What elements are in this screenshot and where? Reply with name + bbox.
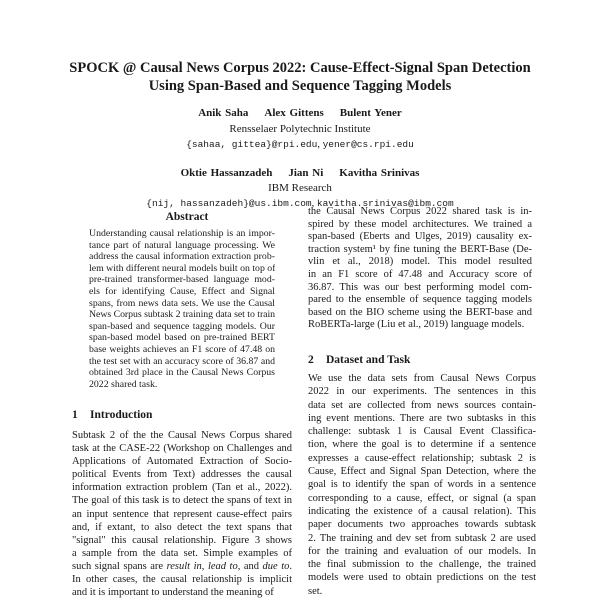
text-line: base weights achieves an F1 score of 47.48 on	[89, 343, 275, 355]
email: {sahaa, gittea}@rpi.edu	[186, 139, 318, 150]
section-heading-introduction	[72, 408, 152, 422]
email-rpi	[0, 138, 600, 152]
institution-rpi: Rensselaer Polytechnic Institute	[229, 123, 371, 135]
author-name: Bulent Yener	[339, 107, 402, 119]
text-segment: such signal spans are	[72, 560, 167, 572]
text-line: pared to the ensemble of sequence tagging models	[308, 294, 532, 306]
italic-term: lead to	[207, 560, 238, 572]
text-line: tance part of natural language processing. We	[89, 239, 275, 251]
email: kavitha.srinivas@ibm.com	[316, 198, 454, 209]
paper-title-line-2: Using Span-Based and Sequence Tagging Models	[148, 78, 452, 94]
text-line: address the causal information extraction prob-	[89, 251, 275, 263]
text-line: and, if extant, to also detect the text spans that	[72, 521, 292, 533]
text-line: political Events from Text) addresses the causal	[72, 469, 292, 481]
section-number: 1	[72, 409, 78, 421]
text-line: corresponding to a cause, effect, or signal (a span	[308, 492, 536, 504]
text-line: for the training and evaluation of our models. In	[308, 545, 536, 557]
author-name: Alex Gittens	[264, 107, 324, 119]
text-line: We use the data sets from Causal News Corpus	[308, 373, 536, 384]
introduction-body-continued	[308, 206, 532, 332]
text-line	[72, 560, 292, 573]
paper-title-line-1: SPOCK @ Causal News Corpus 2022: Cause-Effect-Signal Span Detection	[69, 60, 531, 76]
author-name: Jian Ni	[288, 167, 324, 179]
text-line: span-based (Eberts and Ulges, 2019) causality ex-	[308, 231, 532, 243]
text-line: expresses a cause-effect relationship; subtask 2 is	[308, 452, 536, 464]
email-separator: ,	[317, 139, 323, 150]
author-name: Anik Saha	[198, 107, 249, 119]
abstract-body	[89, 228, 275, 390]
text-line: Cause, Effect and Signal Span Detection, where the	[308, 466, 536, 478]
text-line: obtained 3rd place in the Causal News Corpus	[89, 367, 275, 379]
text-line: tion, where the goal is to determine if a sentence	[308, 439, 536, 451]
text-line: goal is to identify the span of words in a sentence	[308, 479, 536, 491]
text-line: an input sentence that represent cause-effect pairs	[72, 508, 292, 520]
text-line: task at the CASE-22 (Workshop on Challenges and	[72, 443, 292, 455]
text-line: The goal of this task is to detect the spans of text in	[72, 495, 292, 507]
text-line: 2. The training and dev set from subtask 2 are used	[308, 532, 536, 544]
text-line: "signal" this causal relationship. Figure 3 shows	[72, 534, 292, 546]
text-segment: , and	[237, 560, 263, 572]
section-number: 2	[308, 354, 314, 366]
text-line: traction system¹ by fine tuning the BERT-Base (De-	[308, 243, 532, 255]
text-line: 36.87. This was our best performing model com-	[308, 281, 532, 293]
text-line: the Causal News Corpus 2022 shared task is in-	[308, 206, 532, 217]
text-line: Understanding causal relationship is an impor-	[89, 228, 275, 239]
text-line: indicating the existence of a causal relation). This	[308, 505, 536, 517]
text-line: information extraction problem (Tan et al., 2022).	[72, 482, 292, 494]
section-heading-dataset-and-task	[308, 353, 410, 367]
text-line: span-based model based on pre-trained BERT	[89, 332, 275, 344]
text-line: spired by these model architectures. We trained a	[308, 218, 532, 230]
email: yener@cs.rpi.edu	[322, 139, 414, 150]
section-title: Introduction	[90, 409, 153, 421]
introduction-body	[72, 429, 292, 599]
italic-term: result in	[166, 560, 202, 572]
author-list-rpi	[0, 106, 600, 120]
email: {nij, hassanzadeh}@us.ibm.com	[146, 198, 312, 209]
text-line: In other cases, the causal relationship is implicit	[72, 574, 292, 586]
text-segment: ,	[201, 560, 208, 572]
text-line: pre-trained transformer-based language mod-	[89, 274, 275, 286]
text-line: the final submission to the challenge, the trained	[308, 559, 536, 571]
text-line: span-based and sequence tagging models. Our	[89, 320, 275, 332]
author-name: Kavitha Srinivas	[339, 167, 420, 179]
text-line: Subtask 2 of the the Causal News Corpus shared	[72, 430, 292, 441]
author-name: Oktie Hassanzadeh	[180, 167, 273, 179]
italic-term: due to	[262, 560, 290, 572]
text-line: based on the BIO scheme using the BERT-base and	[308, 306, 532, 318]
text-line: set.	[308, 585, 323, 597]
text-line: in an F1 score of 47.48 and Accuracy score of	[308, 268, 532, 280]
text-line: 2022 shared task.	[89, 378, 158, 390]
email-separator: ,	[311, 198, 317, 209]
text-line: RoBERTa-large (Liu et al., 2019) language models.	[308, 319, 525, 331]
abstract-heading: Abstract	[165, 211, 209, 223]
text-line: data set are collected from news sources contain-	[308, 399, 536, 411]
institution-ibm: IBM Research	[268, 182, 332, 194]
section-title: Dataset and Task	[326, 354, 411, 366]
text-line: ing event mentions. There are two subtasks in this	[308, 412, 536, 424]
text-line: models were used to obtain predictions on the test	[308, 572, 536, 584]
text-segment: .	[289, 560, 292, 572]
text-line: lem with different neural models built on top of	[89, 262, 275, 274]
author-list-ibm	[0, 166, 600, 180]
text-line: and it is important to understand the meaning of	[72, 587, 274, 599]
dataset-body	[308, 372, 536, 598]
text-line: Applications of Automated Extraction of Socio-	[72, 456, 292, 468]
text-line: paper documents two approaches towards subtask	[308, 519, 536, 531]
text-line: els for identifying Cause, Effect and Signal	[89, 285, 275, 297]
text-line: vlin et al., 2018) model. This model resulted	[308, 256, 532, 268]
text-line: spans, from news data sets. We use the Causal	[89, 297, 275, 309]
text-line: the test set with an accuracy score of 36.87 and	[89, 355, 275, 367]
text-line: 2022 in our experiments. The sentences in this	[308, 386, 536, 398]
text-line: challenge: subtask 1 is Causal Event Classifica-	[308, 426, 536, 438]
text-line: a sample from the data set. Simple examples of	[72, 547, 292, 559]
text-line: News Corpus subtask 2 training data set to train	[89, 309, 275, 321]
